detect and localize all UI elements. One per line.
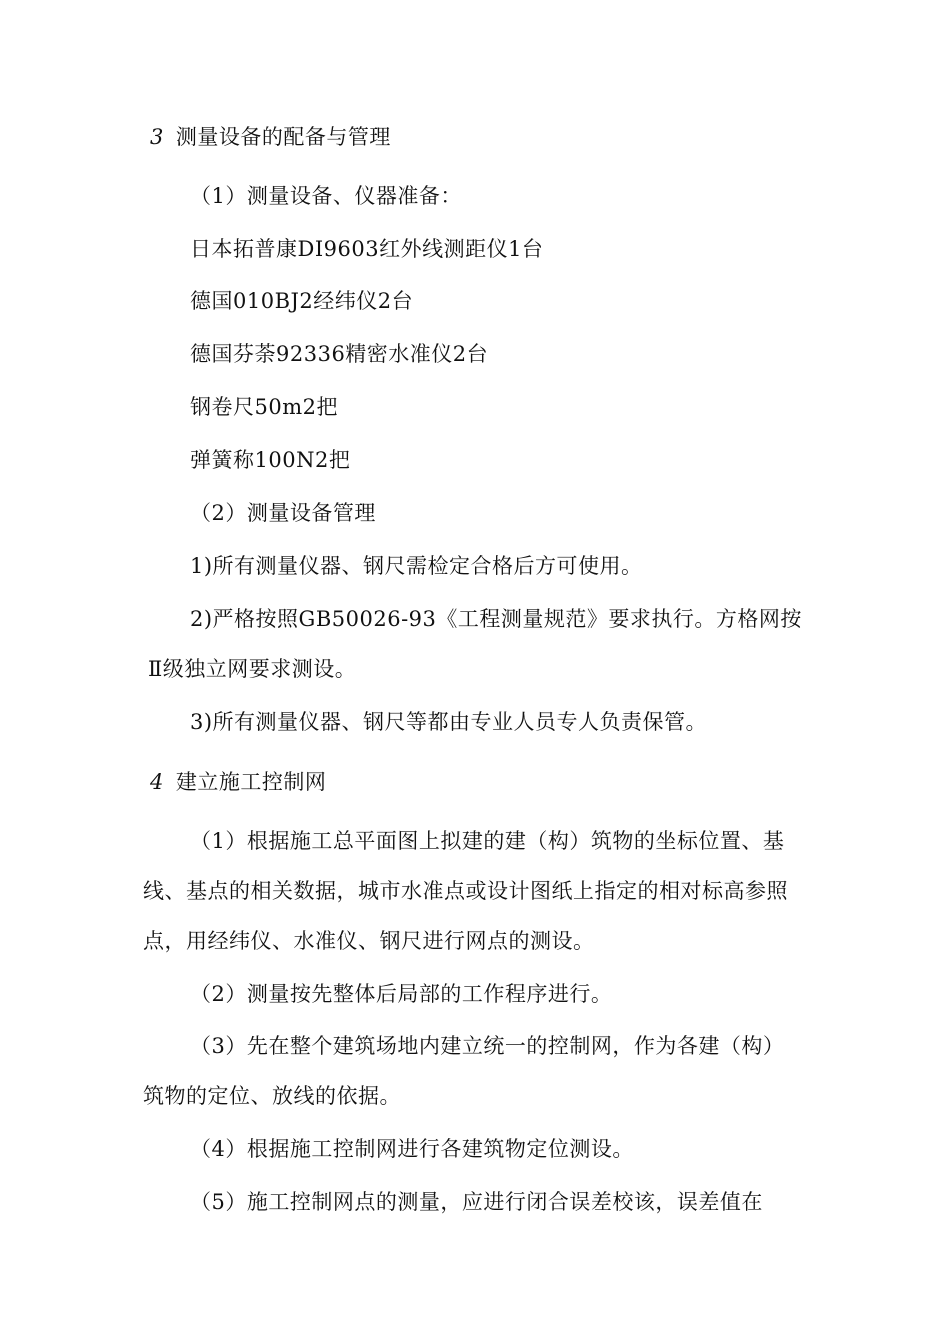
subsection-equipment-prep: （1）测量设备、仪器准备：: [190, 184, 462, 208]
management-rule-3: 3)所有测量仪器、钢尺等都由专业人员专人负责保管。: [190, 710, 708, 734]
equipment-item: 日本拓普康DI9603红外线测距仪1台: [190, 237, 544, 261]
section-4-heading: [150, 768, 326, 796]
subsection-equipment-management: （2）测量设备管理: [190, 501, 376, 525]
section-4-title: 建立施工控制网: [175, 770, 327, 794]
equipment-item: 德国芬荼92336精密水准仪2台: [190, 342, 489, 366]
equipment-item: 德国010BJ2经纬仪2台: [190, 289, 414, 313]
control-net-item-1-line-3: 点，用经纬仪、水准仪、钢尺进行网点的测设。: [143, 929, 595, 953]
section-3-number: 3: [150, 125, 164, 149]
control-net-item-5-line-1: （5）施工控制网点的测量，应进行闭合误差校该，误差值在: [190, 1190, 763, 1214]
management-rule-1: 1)所有测量仪器、钢尺需检定合格后方可使用。: [190, 554, 643, 578]
management-rule-2-line-1: 2)严格按照GB50026-93《工程测量规范》要求执行。方格网按: [190, 607, 802, 631]
management-rule-2-line-2: Ⅱ级独立网要求测设。: [148, 657, 357, 681]
section-3-heading: [150, 123, 391, 151]
section-4-number: 4: [150, 770, 164, 794]
control-net-item-2: （2）测量按先整体后局部的工作程序进行。: [190, 982, 613, 1006]
control-net-item-3-line-2: 筑物的定位、放线的依据。: [143, 1084, 401, 1108]
control-net-item-1-line-1: （1）根据施工总平面图上拟建的建（构）筑物的坐标位置、基: [190, 829, 785, 853]
equipment-item: 弹簧称100N2把: [190, 448, 351, 472]
equipment-item: 钢卷尺50m2把: [190, 395, 338, 419]
control-net-item-4: （4）根据施工控制网进行各建筑物定位测设。: [190, 1137, 634, 1161]
section-3-title: 测量设备的配备与管理: [175, 125, 391, 149]
control-net-item-1-line-2: 线、基点的相关数据，城市水准点或设计图纸上指定的相对标高参照: [143, 879, 788, 903]
control-net-item-3-line-1: （3）先在整个建筑场地内建立统一的控制网，作为各建（构）: [190, 1034, 785, 1058]
